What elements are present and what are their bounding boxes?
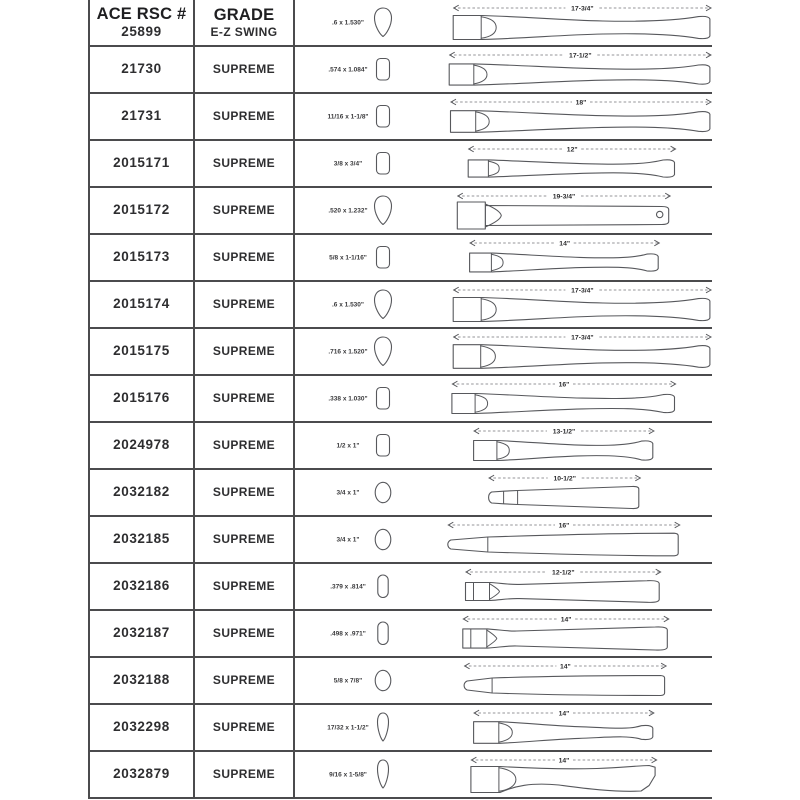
table-row xyxy=(88,235,712,282)
drawing-cell xyxy=(293,611,712,656)
svg-text:17-3/4": 17-3/4" xyxy=(571,5,594,13)
part-number-cell xyxy=(88,423,193,468)
table-row xyxy=(88,470,712,517)
drawing-cell xyxy=(293,329,712,374)
eye-rounded-rect-icon xyxy=(365,48,401,92)
column-header-grade: GRADE xyxy=(213,5,275,24)
svg-text:16": 16" xyxy=(558,522,570,530)
eye-size-label: .716 x 1.520" xyxy=(328,348,368,355)
handle-sledge-long-drawing xyxy=(441,517,713,563)
handle-wedge-chevron-drawing xyxy=(441,564,713,610)
svg-text:17-3/4": 17-3/4" xyxy=(571,334,594,342)
handle-claw-flared-drawing xyxy=(441,376,713,422)
grade-cell xyxy=(193,47,293,92)
table-row xyxy=(88,517,712,564)
eye-size-label: .574 x 1.084" xyxy=(328,66,368,73)
part-number: 2032186 xyxy=(113,578,170,594)
drawing-cell xyxy=(293,47,712,92)
eye-size-label: .6 x 1.530" xyxy=(332,301,364,308)
handle-claw-flared-drawing xyxy=(441,235,713,281)
handle-catalog-table xyxy=(88,0,712,799)
part-number-cell xyxy=(88,47,193,92)
eye-size-label: 3/4 x 1" xyxy=(336,489,360,496)
eye-rounded-rect-icon xyxy=(365,95,401,139)
part-number: 2032187 xyxy=(113,625,170,641)
drawing-cell xyxy=(293,470,712,515)
part-number: 2015173 xyxy=(113,249,170,265)
handle-claw-flared-drawing xyxy=(441,329,713,375)
drawing-cell xyxy=(293,752,712,797)
grade-label: SUPREME xyxy=(212,485,276,500)
svg-text:19-3/4": 19-3/4" xyxy=(552,193,576,201)
part-number: 2015176 xyxy=(113,390,170,406)
eye-size-label: 5/8 x 7/8" xyxy=(333,677,363,684)
part-number: 2015172 xyxy=(113,202,170,218)
eye-teardrop-icon xyxy=(365,330,401,374)
table-row xyxy=(88,188,712,235)
drawing-cell xyxy=(293,423,712,468)
handle-hatchet-drawing xyxy=(441,752,713,798)
grade-label: SUPREME xyxy=(212,297,276,312)
part-number: 2032298 xyxy=(113,719,170,735)
eye-rounded-rect-icon xyxy=(365,377,401,421)
svg-text:12": 12" xyxy=(566,146,578,154)
part-number-cell xyxy=(88,235,193,280)
grade-label: SUPREME xyxy=(212,203,276,218)
table-row xyxy=(88,376,712,423)
part-number-cell xyxy=(88,188,193,233)
grade-cell xyxy=(193,141,293,186)
table-row xyxy=(88,0,712,47)
eye-size-label: .498 x .971" xyxy=(330,630,366,637)
eye-oval-icon xyxy=(365,471,401,515)
svg-text:14": 14" xyxy=(558,710,570,718)
drawing-cell xyxy=(293,517,712,562)
column-header-part: ACE RSC # xyxy=(96,4,187,23)
eye-capsule-icon xyxy=(365,612,401,656)
part-number: 2032182 xyxy=(113,484,170,500)
eye-size-label: 1/2 x 1" xyxy=(336,442,360,449)
grade-label: E-Z SWING xyxy=(210,24,278,39)
part-number: 2015175 xyxy=(113,343,170,359)
table-row xyxy=(88,282,712,329)
eye-size-label: 9/16 x 1-5/8" xyxy=(329,771,367,778)
part-number-cell xyxy=(88,470,193,515)
eye-size-label: .6 x 1.530" xyxy=(332,19,364,26)
part-number: 21731 xyxy=(121,108,162,124)
drawing-cell xyxy=(293,705,712,750)
drawing-cell xyxy=(293,282,712,327)
part-number: 21730 xyxy=(121,61,162,77)
grade-cell xyxy=(193,470,293,515)
part-number-cell xyxy=(88,705,193,750)
drawing-cell xyxy=(293,0,712,45)
eye-size-label: 17/32 x 1-1/2" xyxy=(327,724,369,731)
part-number-cell xyxy=(88,376,193,421)
grade-cell xyxy=(193,517,293,562)
handle-wedge-chevron-drawing xyxy=(441,611,713,657)
grade-cell xyxy=(193,658,293,703)
table-row xyxy=(88,141,712,188)
part-number-cell xyxy=(88,611,193,656)
part-number-cell xyxy=(88,141,193,186)
handle-claw-flared-drawing xyxy=(441,282,713,328)
handle-claw-flared-drawing xyxy=(441,423,713,469)
eye-oval-icon xyxy=(365,518,401,562)
grade-label: SUPREME xyxy=(212,720,276,735)
grade-cell xyxy=(193,564,293,609)
table-row xyxy=(88,611,712,658)
table-row xyxy=(88,658,712,705)
eye-capsule-icon xyxy=(365,565,401,609)
drawing-cell xyxy=(293,235,712,280)
part-number-cell xyxy=(88,0,193,45)
svg-text:17-3/4": 17-3/4" xyxy=(571,287,594,295)
part-number-cell xyxy=(88,752,193,797)
handle-claw-flared-drawing xyxy=(441,47,713,93)
grade-label: SUPREME xyxy=(212,673,276,688)
part-number-cell xyxy=(88,517,193,562)
grade-cell xyxy=(193,188,293,233)
table-row xyxy=(88,94,712,141)
table-row xyxy=(88,423,712,470)
part-number-cell xyxy=(88,329,193,374)
svg-text:13-1/2": 13-1/2" xyxy=(552,428,576,436)
grade-cell xyxy=(193,376,293,421)
table-row xyxy=(88,705,712,752)
eye-size-label: .520 x 1.232" xyxy=(328,207,368,214)
part-number: 25899 xyxy=(121,23,162,39)
grade-label: SUPREME xyxy=(212,156,276,171)
eye-size-label: 5/8 x 1-1/16" xyxy=(329,254,367,261)
handle-straight-hole-drawing xyxy=(441,188,713,234)
eye-rounded-rect-icon xyxy=(365,236,401,280)
table-row xyxy=(88,564,712,611)
svg-text:17-1/2": 17-1/2" xyxy=(569,52,592,60)
eye-rounded-rect-icon xyxy=(365,142,401,186)
grade-label: SUPREME xyxy=(212,62,276,77)
part-number: 2032185 xyxy=(113,531,170,547)
grade-label: SUPREME xyxy=(212,767,276,782)
eye-size-label: .338 x 1.030" xyxy=(328,395,368,402)
svg-text:16": 16" xyxy=(558,381,570,389)
grade-cell xyxy=(193,329,293,374)
table-row xyxy=(88,47,712,94)
table-row xyxy=(88,329,712,376)
svg-text:14": 14" xyxy=(558,757,570,765)
handle-sledge-med-drawing xyxy=(441,658,713,704)
table-row xyxy=(88,752,712,799)
part-number-cell xyxy=(88,282,193,327)
grade-cell xyxy=(193,705,293,750)
part-number: 2032188 xyxy=(113,672,170,688)
svg-text:14": 14" xyxy=(560,663,571,671)
grade-cell xyxy=(193,611,293,656)
part-number: 2024978 xyxy=(113,437,170,453)
handle-claw-flared-drawing xyxy=(441,94,713,140)
drawing-cell xyxy=(293,141,712,186)
drawing-cell xyxy=(293,188,712,233)
eye-teardrop-icon xyxy=(365,283,401,327)
eye-teardrop-narrow-icon xyxy=(365,706,401,750)
eye-rounded-rect-icon xyxy=(365,424,401,468)
grade-cell xyxy=(193,0,293,45)
part-number-cell xyxy=(88,658,193,703)
eye-teardrop-icon xyxy=(365,189,401,233)
handle-claw-flared-drawing xyxy=(441,0,713,46)
eye-oval-icon xyxy=(365,659,401,703)
part-number: 2015171 xyxy=(113,155,170,171)
part-number: 2032879 xyxy=(113,766,170,782)
svg-text:14": 14" xyxy=(560,616,572,624)
handle-claw-flared-drawing xyxy=(441,705,713,751)
handle-claw-flared-drawing xyxy=(441,141,713,187)
drawing-cell xyxy=(293,564,712,609)
svg-text:18": 18" xyxy=(575,99,587,107)
drawing-cell xyxy=(293,658,712,703)
grade-cell xyxy=(193,94,293,139)
eye-teardrop-narrow-icon xyxy=(365,753,401,797)
grade-cell xyxy=(193,752,293,797)
svg-text:14": 14" xyxy=(559,240,571,248)
grade-cell xyxy=(193,423,293,468)
eye-size-label: 3/4 x 1" xyxy=(336,536,360,543)
grade-cell xyxy=(193,235,293,280)
grade-label: SUPREME xyxy=(212,391,276,406)
grade-label: SUPREME xyxy=(212,626,276,641)
eye-size-label: .379 x .814" xyxy=(330,583,366,590)
eye-size-label: 3/8 x 3/4" xyxy=(333,160,363,167)
grade-label: SUPREME xyxy=(212,109,276,124)
eye-teardrop-icon xyxy=(365,1,401,45)
eye-size-label: 11/16 x 1-1/8" xyxy=(327,113,369,120)
grade-cell xyxy=(193,282,293,327)
part-number-cell xyxy=(88,94,193,139)
grade-label: SUPREME xyxy=(212,344,276,359)
grade-label: SUPREME xyxy=(212,579,276,594)
grade-label: SUPREME xyxy=(212,532,276,547)
grade-label: SUPREME xyxy=(212,438,276,453)
part-number-cell xyxy=(88,564,193,609)
drawing-cell xyxy=(293,376,712,421)
handle-sledge-short-drawing xyxy=(441,470,713,516)
grade-label: SUPREME xyxy=(212,250,276,265)
svg-text:12-1/2": 12-1/2" xyxy=(552,569,575,577)
drawing-cell xyxy=(293,94,712,139)
svg-text:10-1/2": 10-1/2" xyxy=(553,475,576,483)
part-number: 2015174 xyxy=(113,296,170,312)
